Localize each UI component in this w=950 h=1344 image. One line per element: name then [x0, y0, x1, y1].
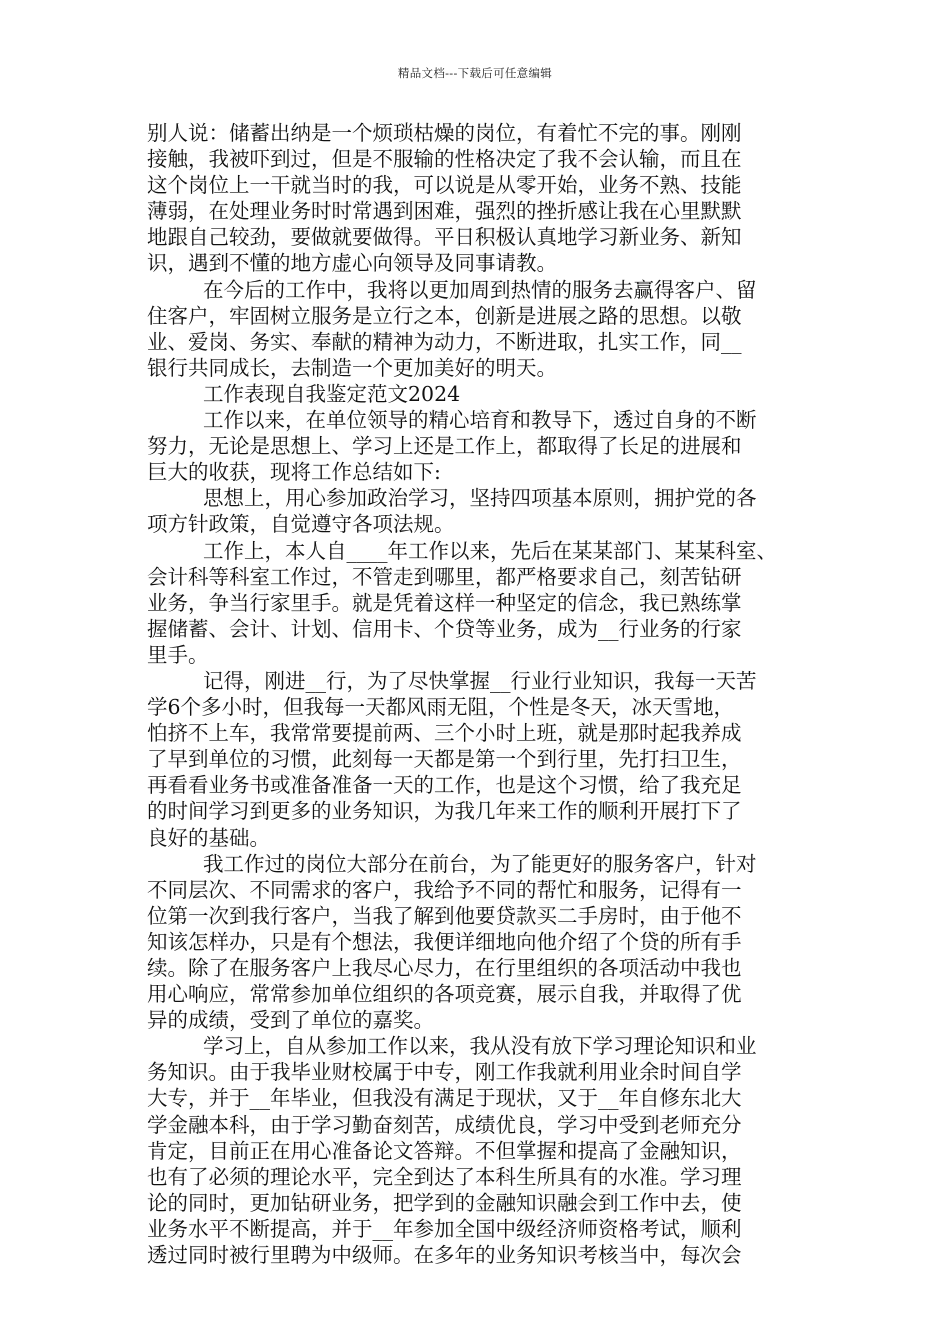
text-line: 知该怎样办，只是有个想法，我便详细地向他介绍了个贷的所有手: [147, 929, 742, 954]
text-line: 业务水平不断提高，并于__年参加全国中级经济师资格考试，顺利: [147, 1216, 742, 1241]
text-line: 用心响应，常常参加单位组织的各项竞赛，展示自我，并取得了优: [147, 982, 742, 1007]
text-line: 学习上，自从参加工作以来，我从没有放下学习理论知识和业: [203, 1034, 757, 1059]
text-line: 学金融本科，由于学习勤奋刻苦，成绩优良，学习中受到老师充分: [147, 1112, 742, 1137]
text-line: 思想上，用心参加政治学习，坚持四项基本原则，拥护党的各: [203, 486, 757, 511]
text-line: 不同层次、不同需求的客户，我给予不同的帮忙和服务，记得有一: [147, 877, 742, 902]
text-line: 良好的基础。: [147, 825, 270, 850]
text-line: 里手。: [147, 642, 209, 667]
text-line: 位第一次到我行客户，当我了解到他要贷款买二手房时，由于他不: [147, 903, 742, 928]
text-line: 学6个多小时，但我每一天都风雨无阻，个性是冬天，冰天雪地，: [147, 695, 735, 720]
text-line: 记得，刚进__行，为了尽快掌握__行业行业知识，我每一天苦: [203, 668, 757, 693]
text-line: 怕挤不上车，我常常要提前两、三个小时上班，就是那时起我养成: [147, 721, 742, 746]
text-line: 银行共同成长，去制造一个更加美好的明天。: [147, 355, 557, 380]
text-line: 识，遇到不懂的地方虚心向领导及同事请教。: [147, 251, 557, 276]
text-line: 项方针政策，自觉遵守各项法规。: [147, 512, 455, 537]
text-line: 务知识。由于我毕业财校属于中专，刚工作我就利用业余时间自学: [147, 1060, 742, 1085]
text-line: 的时间学习到更多的业务知识，为我几年来工作的顺利开展打下了: [147, 799, 742, 824]
text-line: 异的成绩，受到了单位的嘉奖。: [147, 1008, 434, 1033]
text-line: 透过同时被行里聘为中级师。在多年的业务知识考核当中，每次会: [147, 1243, 742, 1268]
text-line: 住客户，牢固树立服务是立行之本，创新是进展之路的思想。以敬: [147, 303, 742, 328]
page-header: 精品文档---下载后可任意编辑: [397, 66, 553, 80]
text-line: 巨大的收获，现将工作总结如下:: [147, 460, 441, 485]
text-line: 肯定，目前正在用心准备论文答辩。不但掌握和提高了金融知识，: [147, 1138, 742, 1163]
text-line: 大专，并于__年毕业，但我没有满足于现状，又于__年自修东北大: [147, 1086, 742, 1111]
text-line: 工作表现自我鉴定范文2024: [203, 381, 461, 406]
text-line: 在今后的工作中，我将以更加周到热情的服务去赢得客户、留: [203, 277, 757, 302]
text-line: 这个岗位上一干就当时的我，可以说是从零开始，业务不熟、技能: [147, 173, 742, 198]
text-line: 论的同时，更加钻研业务，把学到的金融知识融会到工作中去，使: [147, 1190, 742, 1215]
text-line: 会计科等科室工作过，不管走到哪里，都严格要求自己，刻苦钻研: [147, 564, 742, 589]
document-body: [147, 120, 807, 1268]
text-line: 努力，无论是思想上、学习上还是工作上，都取得了长足的进展和: [147, 434, 742, 459]
text-line: 别人说：储蓄出纳是一个烦琐枯燥的岗位，有着忙不完的事。刚刚: [147, 121, 742, 145]
text-line: 我工作过的岗位大部分在前台，为了能更好的服务客户，针对: [203, 851, 757, 876]
text-line: 也有了必须的理论水平，完全到达了本科生所具有的水准。学习理: [147, 1164, 742, 1189]
text-line: 握储蓄、会计、计划、信用卡、个贷等业务，成为__行业务的行家: [147, 616, 742, 641]
text-line: 业、爱岗、务实、奉献的精神为动力，不断进取，扎实工作，同__: [147, 329, 742, 354]
text-line: 接触，我被吓到过，但是不服输的性格决定了我不会认输，而且在: [147, 147, 742, 172]
text-line: 薄弱，在处理业务时时常遇到困难，强烈的挫折感让我在心里默默: [147, 199, 742, 224]
text-line: 续。除了在服务客户上我尽心尽力，在行里组织的各项活动中我也: [147, 956, 742, 980]
text-line: 工作上，本人自____年工作以来，先后在某某部门、某某科室、: [203, 538, 777, 563]
text-line: 了早到单位的习惯，此刻每一天都是第一个到行里，先打扫卫生，: [147, 747, 742, 772]
text-line: 地跟自己较劲，要做就要做得。平日积极认真地学习新业务、新知: [147, 225, 742, 250]
text-line: 业务，争当行家里手。就是凭着这样一种坚定的信念，我已熟练掌: [147, 590, 742, 615]
text-line: 再看看业务书或准备准备一天的工作，也是这个习惯，给了我充足: [147, 773, 742, 798]
text-line: 工作以来，在单位领导的精心培育和教导下，透过自身的不断: [203, 408, 757, 433]
